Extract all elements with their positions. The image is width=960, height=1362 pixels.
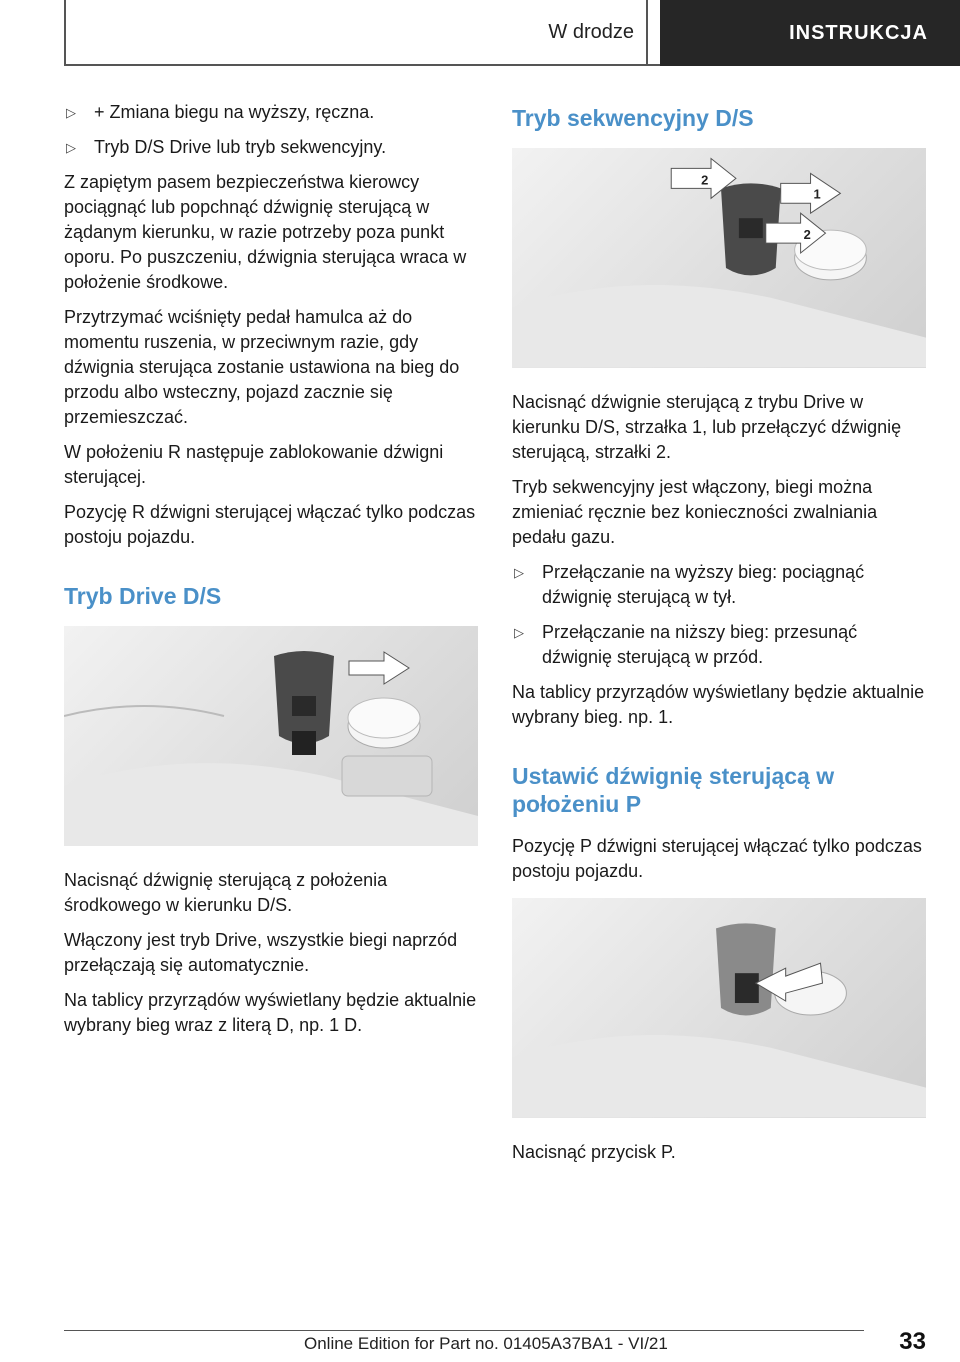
park-button-drawing (512, 898, 926, 1118)
gear-selector-drawing (64, 626, 478, 846)
paragraph: Na tablicy przyrządów wyświetlany będzie aktualnie wybrany bieg wraz z literą D, np. 1 D. (64, 990, 477, 1035)
sequential-mode-drawing (512, 148, 926, 368)
header-rule (64, 0, 66, 66)
right-column (512, 100, 928, 1175)
paragraph: Nacisnąć dźwignie sterującą z trybu Drive w kierunku D/S, strzałka 1, lub przełączyć dźwignię sterującą, strzałki 2. (512, 392, 902, 462)
paragraph: Pozycję R dźwigni sterującej włączać tylko podczas postoju pojazdu. (64, 502, 476, 547)
paragraph: Z zapiętym pasem bezpieczeństwa kierowcy pociągnąć lub popchnąć dźwignię sterującą w żądanym kierunku, w razie potrzeby poza punkt oporu. Po puszczeniu, dźwignia sterująca wraca w położenie środkowe. (64, 172, 467, 292)
sequential-mode-illustration (512, 148, 926, 368)
paragraph: Na tablicy przyrządów wyświetlany będzie aktualnie wybrany bieg. np. 1. (512, 682, 925, 727)
park-button-illustration (512, 898, 926, 1118)
list-item (64, 135, 478, 160)
list-item-text: + Zmiana biegu na wyższy, ręczna. (94, 102, 375, 122)
triangle-bullet-icon: ▷ (514, 625, 524, 640)
arrow-label: 1 (813, 186, 821, 202)
section-tab[interactable]: W drodze (520, 0, 648, 64)
chapter-tab[interactable]: INSTRUKCJA (660, 0, 960, 66)
triangle-bullet-icon: ▷ (66, 140, 76, 155)
list-item-text: Tryb D/S Drive lub tryb sekwencyjny. (94, 137, 387, 157)
paragraph: Nacisnąć przycisk P. (512, 1142, 676, 1162)
list-item (64, 100, 478, 125)
section-heading: Tryb sekwencyjny D/S (512, 105, 754, 131)
section-heading: Ustawić dźwignię sterującą w położeniu P (512, 763, 835, 817)
paragraph: Nacisnąć dźwignię sterującą z położenia środkowego w kierunku D/S. (64, 870, 388, 915)
triangle-bullet-icon: ▷ (514, 565, 524, 580)
paragraph: Przytrzymać wciśnięty pedał hamulca aż do momentu ruszenia, w przeciwnym razie, gdy dźwignia sterująca zostanie ustawiona na bieg do przodu albo wsteczny, pojazd zacznie się przemieszczać. (64, 307, 460, 427)
footer-rule (64, 1330, 864, 1331)
header-divider (64, 64, 660, 66)
list-item-text: Przełączanie na wyższy bieg: pociągnąć dźwignię sterującą w tył. (542, 562, 865, 607)
footer-edition: Online Edition for Part no. 01405A37BA1 - VI/21 (304, 1334, 668, 1353)
page-number: 33 (899, 1328, 926, 1355)
paragraph: Tryb sekwencyjny jest włączony, biegi można zmieniać ręcznie bez konieczności zwalniania pedału gazu. (512, 477, 878, 547)
left-column (64, 100, 478, 1048)
paragraph: Włączony jest tryb Drive, wszystkie biegi naprzód przełączają się automatycznie. (64, 930, 458, 975)
list-item (512, 620, 928, 670)
arrow-label: 2 (803, 227, 811, 243)
arrow-label: 2 (701, 172, 709, 188)
paragraph: W położeniu R następuje zablokowanie dźwigni sterującej. (64, 442, 444, 487)
gear-selector-illustration (64, 626, 478, 846)
list-item (512, 560, 928, 610)
paragraph: Pozycję P dźwigni sterującej włączać tylko podczas postoju pojazdu. (512, 836, 922, 881)
section-heading: Tryb Drive D/S (64, 583, 222, 609)
triangle-bullet-icon: ▷ (66, 105, 76, 120)
list-item-text: Przełączanie na niższy bieg: przesunąć dźwignię sterującą w przód. (542, 622, 858, 667)
